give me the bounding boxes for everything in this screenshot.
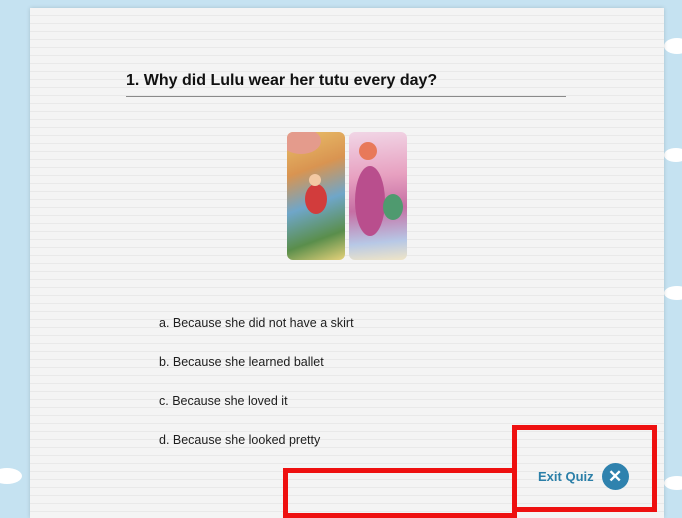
- answer-options: [159, 314, 354, 470]
- storybook-illustration: [287, 132, 407, 260]
- cloud-left: [0, 468, 22, 484]
- illustration-panel-left: [287, 132, 345, 260]
- exit-quiz-label: Exit Quiz: [538, 468, 594, 484]
- tree-foliage: [287, 132, 321, 154]
- answer-option-a[interactable]: a. Because she did not have a skirt: [159, 316, 354, 330]
- highlight-box-bottom: [283, 468, 517, 518]
- figure-head: [309, 174, 321, 186]
- figure-child: [305, 184, 327, 214]
- highlight-box-exit: [512, 425, 657, 512]
- answer-option-c[interactable]: c. Because she loved it: [159, 394, 288, 408]
- cloud-right-low: [664, 286, 682, 300]
- cloud-right-mid: [664, 148, 682, 162]
- figure-lulu-head: [359, 142, 377, 160]
- cloud-right-bottom: [664, 476, 682, 490]
- answer-option-d[interactable]: d. Because she looked pretty: [159, 433, 321, 447]
- cloud-right-top: [664, 38, 682, 54]
- question-title: 1. Why did Lulu wear her tutu every day?: [126, 72, 566, 97]
- figure-friend: [383, 194, 403, 220]
- illustration-panel-right: [349, 132, 407, 260]
- answer-option-b[interactable]: b. Because she learned ballet: [159, 355, 324, 369]
- close-circle-icon[interactable]: ✕: [602, 463, 629, 490]
- figure-lulu: [355, 166, 385, 236]
